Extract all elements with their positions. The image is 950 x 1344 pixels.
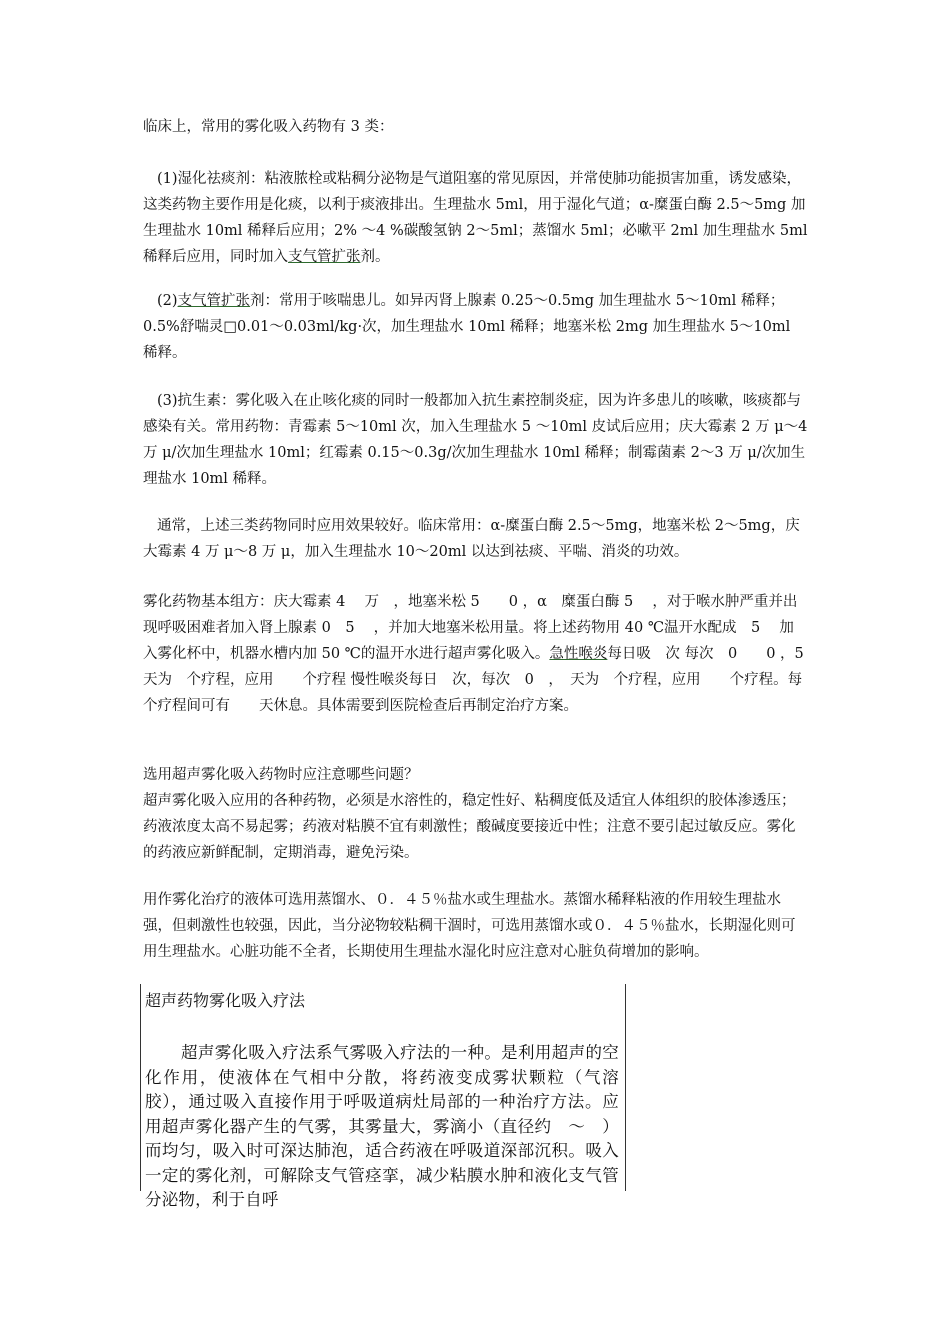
p3-text: (3)抗生素：雾化吸入在止咳化痰的同时一般都加入抗生素控制炎症，因为许多患儿的咳嗽，咳痰都与感染有关。常用药物：青霉素 5～10ml 次，加入生理盐水 5 ～10ml 皮试后应用；庆大霉素 2 万 μ～4 万 μ/次加生理盐水 10ml；红霉素 0.15～0.3g/次加生理盐水 10ml 稀释；制霉菌素 2～3 万 μ/次加生理盐水 10ml 稀释。 (143, 393, 808, 487)
paragraph-basic-formula (143, 589, 808, 719)
p5-text: 雾化药物基本组方：庆大霉素 4 万 ，地塞米松 5 0 ，α 糜蛋白酶 5 ，对于喉水肿严重并出现呼吸困难者加入肾上腺素 0 5 ，并加大地塞米松用量。将上述药物用 40 ℃温开水配成 5 加入雾化杯中，机器水槽内加 50 ℃的温开水进行超声雾化吸入。 (143, 594, 798, 662)
p2-text: 剂：常用于咳喘患儿。如异丙肾上腺素 0.25～0.5mg 加生理盐水 5～10ml 稀释；0.5%舒喘灵□0.01～0.03ml/kg·次，加生理盐水 10ml 稀释；地塞米松 2mg 加生理盐水 5～10ml 稀释。 (143, 293, 791, 361)
bronchodilator-link-2[interactable]: 支气管扩张 (177, 293, 251, 309)
p6-text: 用作雾化治疗的液体可选用蒸馏水、０．４５％盐水或生理盐水。蒸馏水稀释粘液的作用较生理盐水强，但刺激性也较强，因此，当分泌物较粘稠干涸时，可选用蒸馏水或０．４５％盐水，长期湿化则可用生理盐水。心脏功能不全者，长期使用生理盐水湿化时应注意对心脏负荷增加的影响。 (143, 892, 796, 960)
question-title: 选用超声雾化吸入药物时应注意哪些问题？ (143, 767, 419, 783)
acute-laryngitis-link[interactable]: 急性喉炎 (549, 646, 608, 662)
paragraph-humidifying-expectorants (143, 166, 808, 270)
paragraph-liquids (143, 887, 808, 965)
boxed-section-title: 超声药物雾化吸入疗法 (145, 991, 306, 1010)
p1-text: (1)湿化祛痰剂：粘液脓栓或粘稠分泌物是气道阻塞的常见原因，并常使肺功能损害加重，诱发感染，这类药物主要作用是化痰，以利于痰液排出。生理盐水 5ml，用于湿化气道；α-糜蛋白酶 2.5～5mg 加生理盐水 10ml 稀释后应用；2% ～4 %碳酸氢钠 2～5ml；蒸馏水 5ml；必嗽平 2ml 加生理盐水 5ml 稀释后应用，同时加入 (143, 171, 808, 265)
p4-text: 通常，上述三类药物同时应用效果较好。临床常用：α-糜蛋白酶 2.5～5mg，地塞米松 2～5mg，庆大霉素 4 万 μ～8 万 μ，加入生理盐水 10～20ml 以达到祛痰、平喘、消炎的功效。 (143, 518, 800, 560)
p2-prefix: (2) (157, 293, 178, 309)
paragraph-bronchodilators (143, 288, 808, 366)
intro-text: 临床上，常用的雾化吸入药物有 3 类： (143, 119, 394, 135)
boxed-section-body: 超声雾化吸入疗法系气雾吸入疗法的一种。是利用超声的空化作用，使液体在气相中分散，将药液变成雾状颗粒（气溶胶），通过吸入直接作用于呼吸道病灶局部的一种治疗方法。应用超声雾化器产生的气雾，其雾量大，雾滴小（直径约 ～ ）而均匀，吸入时可深达肺泡，适合药液在呼吸道深部沉积。吸入一定的雾化剂，可解除支气管痉挛，减少粘膜水肿和液化支气管分泌物，利于自呼 (145, 1043, 619, 1209)
p5-tail: 每日吸 次 每次 0 0 ，5 天为 个疗程，应用 个疗程 慢性喉炎每日 次，每次 0 ， 天为 个疗程，应用 个疗程。每个疗程间可有 天休息。具体需要到医院检查后再制定治疗方案。 (143, 646, 804, 714)
paragraph-combined-use (143, 513, 808, 565)
intro-paragraph (143, 114, 808, 140)
p1-tail: 剂。 (360, 249, 390, 265)
question-body: 超声雾化吸入应用的各种药物，必须是水溶性的，稳定性好、粘稠度低及适宜人体组织的胶体渗透压；药液浓度太高不易起雾；药液对粘膜不宜有刺激性；酸碱度要接近中性；注意不要引起过敏反应。雾化的药液应新鲜配制，定期消毒，避免污染。 (143, 793, 796, 861)
bronchodilator-link[interactable]: 支气管扩张 (288, 249, 361, 265)
paragraph-precautions (143, 762, 808, 866)
paragraph-antibiotics (143, 388, 808, 492)
